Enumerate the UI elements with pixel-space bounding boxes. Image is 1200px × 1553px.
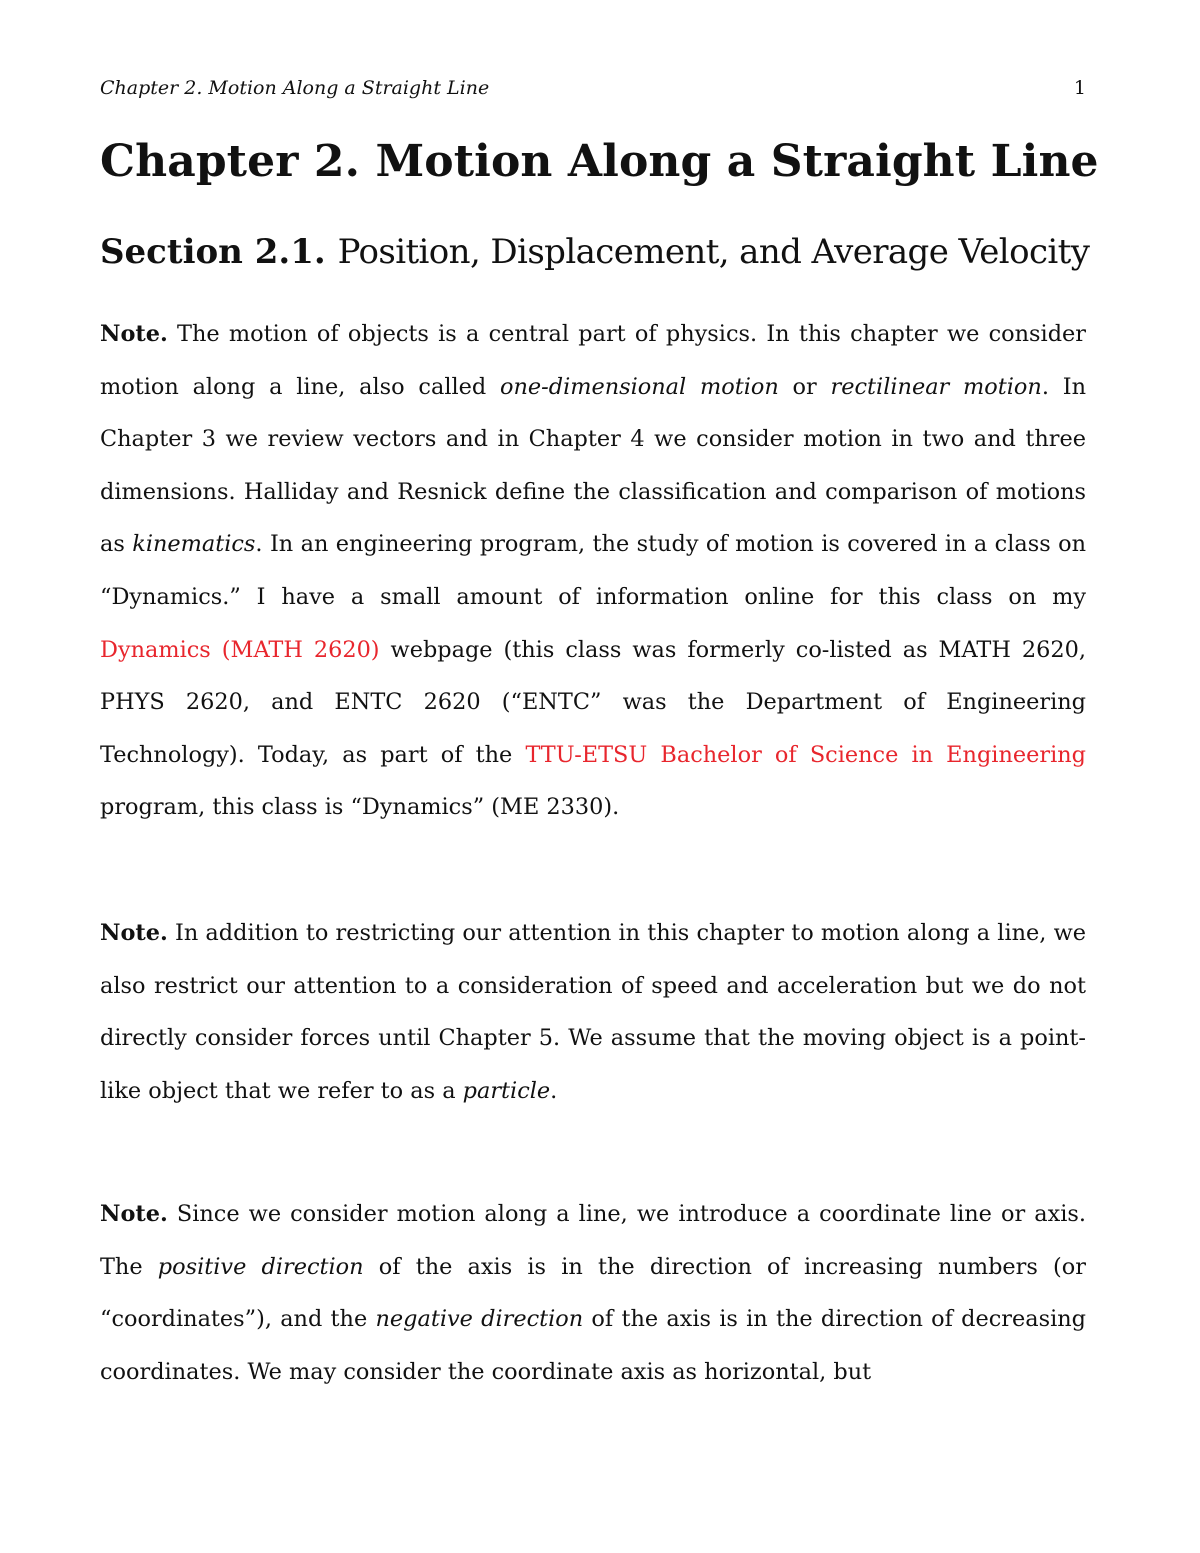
section-label: Section 2.1.	[100, 232, 326, 272]
note-text: . In an engineering program, the study of motion is covered in a class on “Dynamics.” I have a small amount of information online for this class on my	[100, 531, 1086, 610]
note-text: .	[550, 1077, 558, 1104]
running-header	[100, 76, 1086, 100]
section-heading	[100, 230, 1090, 274]
note-text: . In Chapter 3 we review vectors and in Chapter 4 we consider motion in two and three dimensions. Halliday and Resnick define the classification and comparison of motions as	[100, 373, 1086, 558]
ttu-etsu-program-link[interactable]: TTU-ETSU Bachelor of Science in Engineering	[525, 741, 1086, 768]
note-paragraph-3	[100, 1188, 1086, 1398]
term-particle: particle	[462, 1077, 551, 1104]
dynamics-webpage-link[interactable]: Dynamics (MATH 2620)	[100, 636, 380, 663]
section-name: Position, Displacement, and Average Velocity	[337, 232, 1090, 272]
note-text: or	[778, 373, 831, 400]
chapter-title: Chapter 2. Motion Along a Straight Line	[100, 136, 1099, 187]
note-text: of the axis is in the direction of increasing numbers (or “coordinates”), and the	[100, 1253, 1086, 1333]
note-text: webpage (this class was formerly co-listed as MATH 2620, PHYS 2620, and ENTC 2620 (“ENTC” was the Department of Engineering Technology). Today, as part of the	[100, 636, 1086, 768]
note-label: Note.	[100, 1201, 168, 1227]
note-paragraph-2	[100, 907, 1086, 1117]
note-text: Since we consider motion along a line, we introduce a coordinate line or axis. The	[100, 1201, 1086, 1280]
page-number: 1	[1073, 77, 1086, 99]
note-text: In addition to restricting our attention in this chapter to motion along a line, we also restrict our attention to a consideration of speed and acceleration but we do not directly consider forces until Chapter 5. We assume that the moving object is a point-like object that we refer to as a	[100, 920, 1086, 1104]
note-text: The motion of objects is a central part of physics. In this chapter we consider motion along a line, also called	[100, 321, 1086, 400]
note-label: Note.	[100, 321, 168, 347]
note-text: program, this class is “Dynamics” (ME 2330).	[100, 794, 620, 821]
term-one-dimensional-motion: one-dimensional motion	[500, 373, 779, 400]
note-paragraph-1	[100, 308, 1086, 834]
note-label: Note.	[100, 920, 168, 946]
term-negative-direction: negative direction	[375, 1306, 584, 1333]
document-page	[100, 0, 1099, 1553]
term-rectilinear-motion: rectilinear motion	[830, 373, 1042, 400]
term-positive-direction: positive direction	[157, 1253, 364, 1280]
note-text: of the axis is in the direction of decreasing coordinates. We may consider the coordinate axis as horizontal, but	[100, 1306, 1087, 1385]
term-kinematics: kinematics	[132, 531, 256, 558]
running-header-title: Chapter 2. Motion Along a Straight Line	[100, 77, 490, 99]
